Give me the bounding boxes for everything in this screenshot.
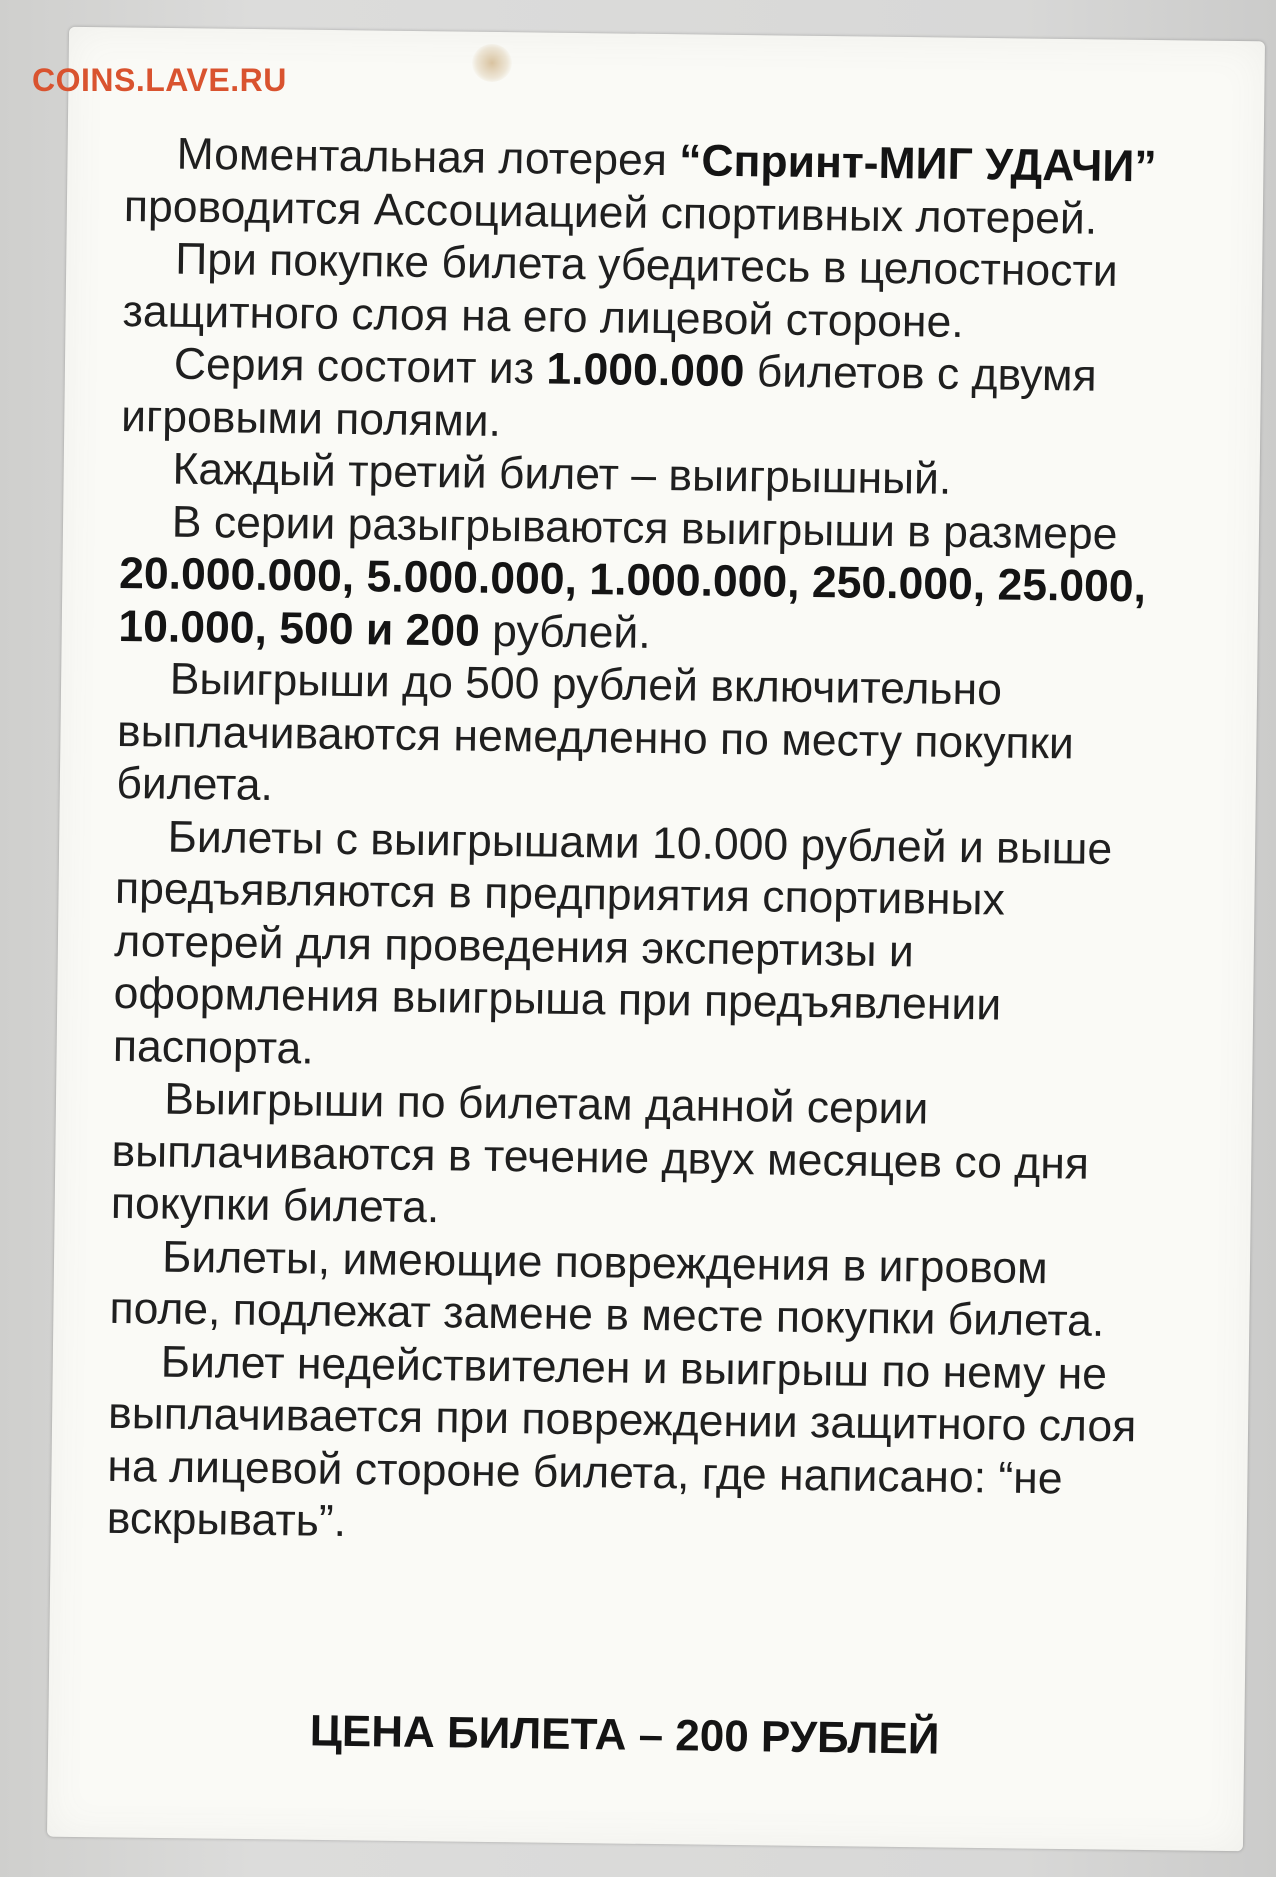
paragraph-winning-ratio: Каждый третий билет – выигрышный. bbox=[172, 444, 952, 504]
paragraph-large-payouts: Билеты с выигрышами 10.000 рублей и выше предъявляются в предприятия спортивных лотерей для проведения экспертизы и оформления выигрыша при предъявлении паспорта. bbox=[112, 812, 1113, 1074]
site-watermark: COINS.LAVE.RU bbox=[32, 62, 287, 98]
paragraph-small-payouts: Выигрыши до 500 рублей включительно выплачиваются немедленно по месту покупки билета. bbox=[116, 654, 1075, 810]
ticket-price: ЦЕНА БИЛЕТА – 200 РУБЛЕЙ bbox=[309, 1706, 940, 1764]
paper-stain bbox=[472, 44, 512, 82]
ticket-rules-text bbox=[106, 128, 1184, 1559]
paragraph-check-layer: При покупке билета убедитесь в целостности защитного слоя на его лицевой стороне. bbox=[122, 234, 1118, 347]
paragraph-payout-period: Выигрыши по билетам данной серии выплачиваются в течение двух месяцев со дня покупки билета. bbox=[110, 1074, 1090, 1233]
series-count: 1.000.000 bbox=[546, 344, 745, 397]
text-span: В серии разыгрываются выигрыши в размере bbox=[171, 497, 1118, 559]
paragraph-damaged-tickets: Билеты, имеющие повреждения в игровом поле, подлежат замене в месте покупки билета. bbox=[109, 1232, 1105, 1346]
lottery-name: “Спринт-МИГ УДАЧИ” bbox=[678, 136, 1157, 192]
text-span: рублей. bbox=[479, 606, 651, 658]
text-span: билетов с двумя игровыми полями. bbox=[120, 347, 1097, 446]
text-span: Моментальная лотерея bbox=[176, 129, 680, 186]
paragraph-lottery-intro bbox=[124, 128, 1185, 247]
paragraph-invalid-ticket: Билет недействителен и выигрыш по нему не выплачивается при повреждении защитного слоя на лицевой стороне билета, где написано: “не вскрывать”. bbox=[106, 1337, 1137, 1547]
prize-amounts: 20.000.000, 5.000.000, 1.000.000, 250.000, 25.000, 10.000, 500 и 200 bbox=[118, 548, 1147, 656]
paragraph-prizes bbox=[118, 495, 1180, 666]
text-span: проводится Ассоциацией спортивных лотерей. bbox=[123, 181, 1098, 244]
paragraph-series-size bbox=[121, 338, 1182, 457]
text-span: Серия состоит из bbox=[173, 339, 547, 394]
